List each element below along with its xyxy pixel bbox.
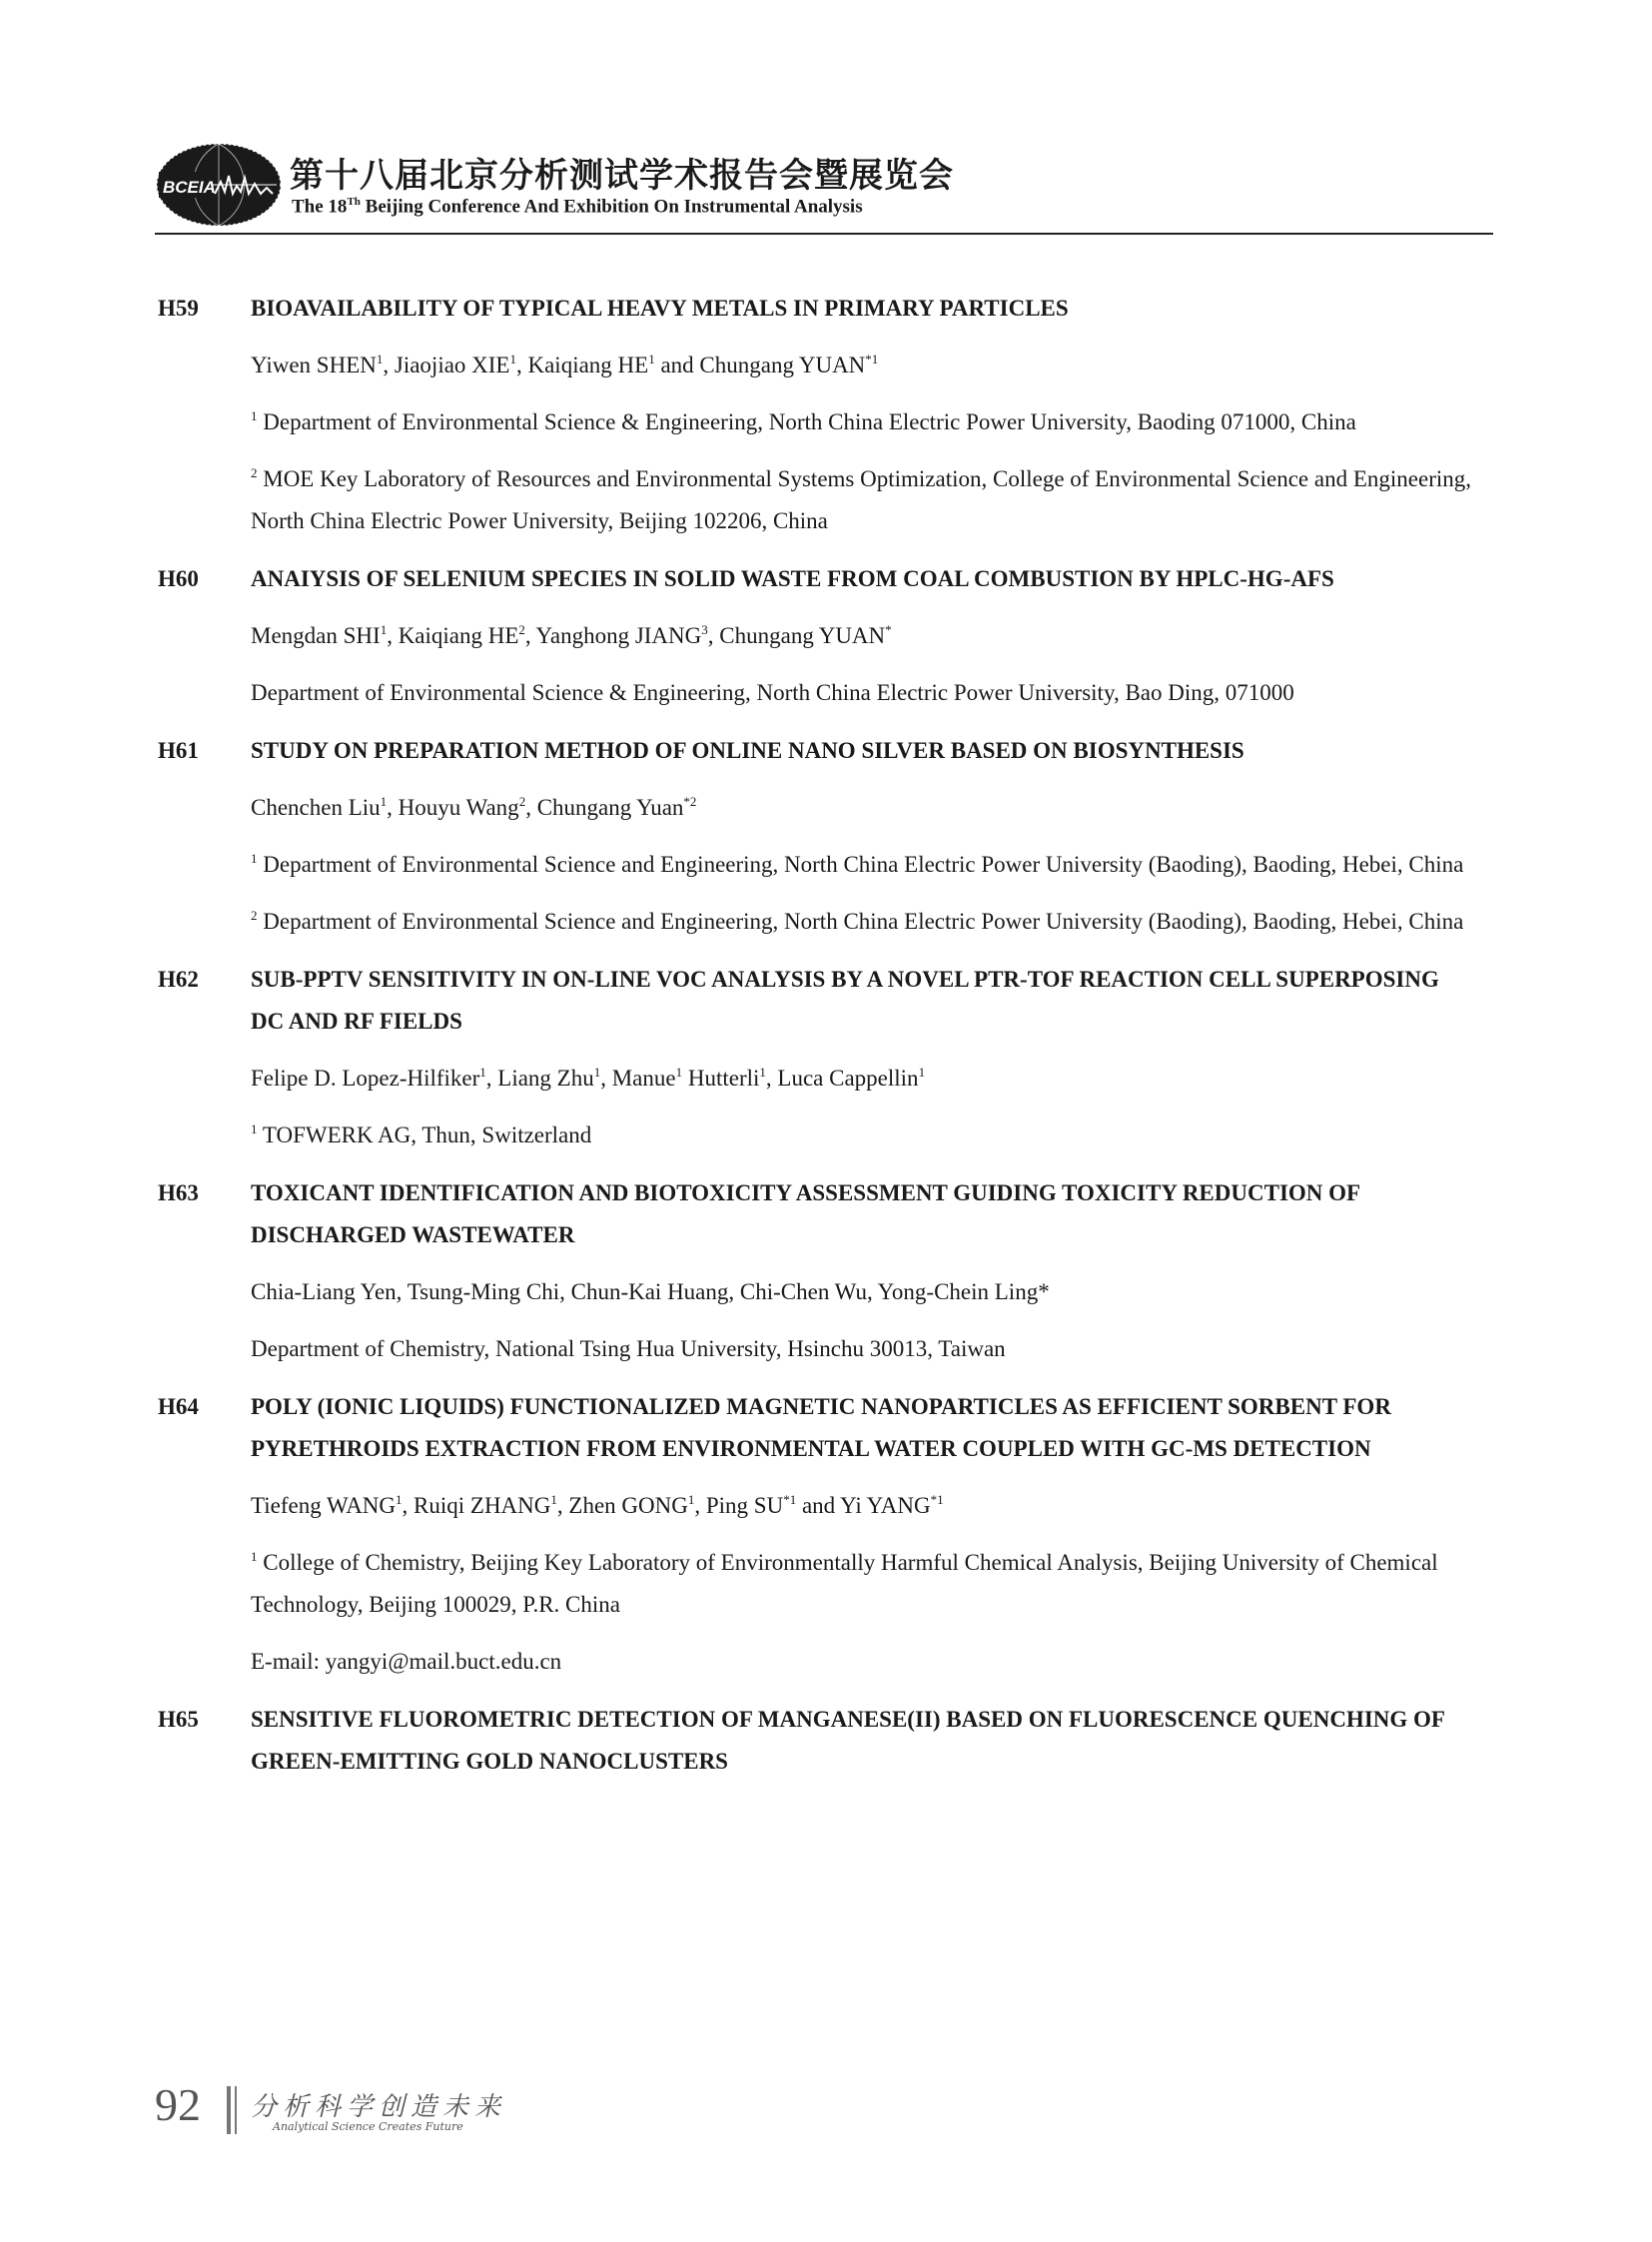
abstract-title: SENSITIVE FLUOROMETRIC DETECTION OF MANGANESE(II) BASED ON FLUORESCENCE QUENCHING OF GREEN-EMITTING GOLD NANOCLUSTERS (251, 1707, 1445, 1774)
superscript: 2 (518, 622, 525, 637)
text-run: E-mail: yangyi@mail.buct.edu.cn (251, 1649, 562, 1674)
text-run: Tiefeng WANG (251, 1493, 397, 1518)
abstract-affiliation (251, 1115, 1473, 1156)
footer-slogan-en: Analytical Science Creates Future (273, 2120, 463, 2133)
text-run: , Zhen GONG (556, 1493, 688, 1518)
text-run: Department of Environmental Science and Engineering, North China Electric Power University (Baoding), Baoding, Hebei, China (257, 852, 1464, 877)
abstract-affiliation (251, 1542, 1473, 1626)
abstract-code: H61 (158, 738, 199, 763)
superscript: 1 (380, 622, 388, 637)
text-run: Yiwen SHEN (251, 353, 377, 377)
text-run: , Houyu Wang (387, 795, 519, 820)
abstract-affiliation (251, 401, 1473, 443)
superscript: 1 (759, 1065, 766, 1080)
abstract-authors (251, 1485, 1473, 1527)
abstract-code: H62 (158, 967, 199, 992)
abstract-affiliation (251, 458, 1473, 542)
abstract-title: TOXICANT IDENTIFICATION AND BIOTOXICITY ASSESSMENT GUIDING TOXICITY REDUCTION OF DISCHARGED WASTEWATER (251, 1180, 1360, 1247)
superscript: 1 (396, 1492, 403, 1507)
abstract-entry (155, 288, 1473, 542)
text-run: MOE Key Laboratory of Resources and Environmental Systems Optimization, College of Environmental Science and Engineering, North China Electric Power University, Beijing 102206, China (251, 466, 1471, 533)
text-run: Chenchen Liu (251, 795, 381, 820)
abstract-affiliation (251, 672, 1473, 714)
superscript: *1 (865, 352, 879, 367)
text-run: and Chungang YUAN (654, 353, 866, 377)
text-run: , Ping SU (694, 1493, 784, 1518)
page-number: 92 (155, 2079, 201, 2130)
abstract-entry (155, 959, 1473, 1156)
abstract-entry (155, 1699, 1473, 1783)
abstract-authors (251, 1058, 1473, 1100)
page-header (155, 140, 1493, 235)
text-run: , Kaiqiang HE (515, 353, 649, 377)
superscript: 2 (251, 465, 258, 480)
text-run: TOFWERK AG, Thun, Switzerland (257, 1122, 592, 1147)
abstract-entry (155, 1172, 1473, 1370)
superscript: 2 (518, 794, 526, 809)
abstract-title: ANAIYSIS OF SELENIUM SPECIES IN SOLID WASTE FROM COAL COMBUSTION BY HPLC-HG-AFS (251, 566, 1334, 591)
abstract-title: POLY (IONIC LIQUIDS) FUNCTIONALIZED MAGNETIC NANOPARTICLES AS EFFICIENT SORBENT FOR PYRETHROIDS EXTRACTION FROM ENVIRONMENTAL WATER COUPLED WITH GC-MS DETECTION (251, 1394, 1391, 1461)
superscript: 3 (701, 622, 708, 637)
superscript: 1 (251, 1549, 258, 1564)
abstract-affiliation (251, 844, 1473, 886)
abstract-authors (251, 345, 1473, 386)
text-run: Chia-Liang Yen, Tsung-Ming Chi, Chun-Kai Huang, Chi-Chen Wu, Yong-Chein Ling* (251, 1279, 1050, 1304)
text-run: Department of Environmental Science & Engineering, North China Electric Power University, Baoding 071000, China (257, 409, 1356, 434)
text-run: , Yanghong JIANG (524, 623, 702, 648)
text-run: , Kaiqiang HE (387, 623, 519, 648)
superscript: 1 (687, 1492, 695, 1507)
abstract-affiliation (251, 901, 1473, 943)
superscript: 1 (251, 408, 258, 423)
conference-title-cn: 第十八届北京分析测试学术报告会暨展览会 (290, 156, 954, 196)
abstract-code: H59 (158, 296, 199, 321)
superscript: * (885, 622, 892, 637)
text-run: , Liang Zhu (485, 1066, 594, 1091)
abstract-authors (251, 1271, 1473, 1313)
abstract-title: STUDY ON PREPARATION METHOD OF ONLINE NANO SILVER BASED ON BIOSYNTHESIS (251, 738, 1244, 763)
superscript: 1 (479, 1065, 486, 1080)
superscript: 2 (251, 908, 258, 923)
header-divider (155, 233, 1493, 235)
superscript: 1 (509, 352, 516, 367)
text-run: College of Chemistry, Beijing Key Laboratory of Environmentally Harmful Chemical Analysis, Beijing University of Chemical Technology, Beijing 100029, P.R. China (251, 1550, 1438, 1617)
text-run: , Chungang Yuan (525, 795, 684, 820)
abstract-authors (251, 787, 1473, 829)
abstract-affiliation (251, 1641, 1473, 1683)
superscript: *2 (683, 794, 697, 809)
footer-divider-thin (235, 2086, 237, 2134)
text-run: , Manue (600, 1066, 676, 1091)
bceia-logo-icon (155, 142, 283, 228)
abstract-entry (155, 1386, 1473, 1683)
superscript: *1 (783, 1492, 797, 1507)
abstract-list (155, 288, 1473, 1799)
text-run: and Yi YANG (796, 1493, 931, 1518)
text-run: Felipe D. Lopez-Hilfiker (251, 1066, 480, 1091)
abstract-code: H63 (158, 1180, 199, 1205)
svg-text:BCEIA: BCEIA (163, 178, 216, 197)
superscript: 1 (376, 352, 384, 367)
abstract-code: H65 (158, 1707, 199, 1732)
text-run: , Ruiqi ZHANG (402, 1493, 551, 1518)
abstract-affiliation (251, 1328, 1473, 1370)
superscript: 1 (918, 1065, 926, 1080)
text-run: , Chungang YUAN (707, 623, 886, 648)
superscript: 1 (593, 1065, 601, 1080)
superscript: 1 (648, 352, 655, 367)
superscript: 1 (550, 1492, 557, 1507)
text-run: Hutterli (682, 1066, 760, 1091)
superscript: 1 (251, 851, 258, 866)
text-run: , Jiaojiao XIE (383, 353, 510, 377)
text-run: , Luca Cappellin (765, 1066, 919, 1091)
abstract-entry (155, 558, 1473, 714)
abstract-code: H60 (158, 566, 199, 591)
superscript: 1 (675, 1065, 683, 1080)
text-run: Department of Environmental Science and Engineering, North China Electric Power University (Baoding), Baoding, Hebei, China (257, 909, 1464, 934)
superscript: 1 (251, 1121, 258, 1136)
conference-title-en: The 18Th Beijing Conference And Exhibition On Instrumental Analysis (292, 196, 863, 218)
abstract-entry (155, 730, 1473, 943)
text-run: Mengdan SHI (251, 623, 381, 648)
abstract-title: SUB-PPTV SENSITIVITY IN ON-LINE VOC ANALYSIS BY A NOVEL PTR-TOF REACTION CELL SUPERPOSING DC AND RF FIELDS (251, 967, 1439, 1034)
footer-divider (227, 2086, 231, 2134)
abstract-title: BIOAVAILABILITY OF TYPICAL HEAVY METALS IN PRIMARY PARTICLES (251, 296, 1069, 321)
superscript: *1 (930, 1492, 944, 1507)
superscript: 1 (380, 794, 388, 809)
text-run: Department of Chemistry, National Tsing Hua University, Hsinchu 30013, Taiwan (251, 1336, 1006, 1361)
abstract-authors (251, 615, 1473, 657)
text-run: Department of Environmental Science & Engineering, North China Electric Power University, Bao Ding, 071000 (251, 680, 1294, 705)
footer-slogan-cn: 分析科学创造未来 (251, 2092, 507, 2122)
page-footer (155, 2080, 754, 2140)
abstract-code: H64 (158, 1394, 199, 1419)
